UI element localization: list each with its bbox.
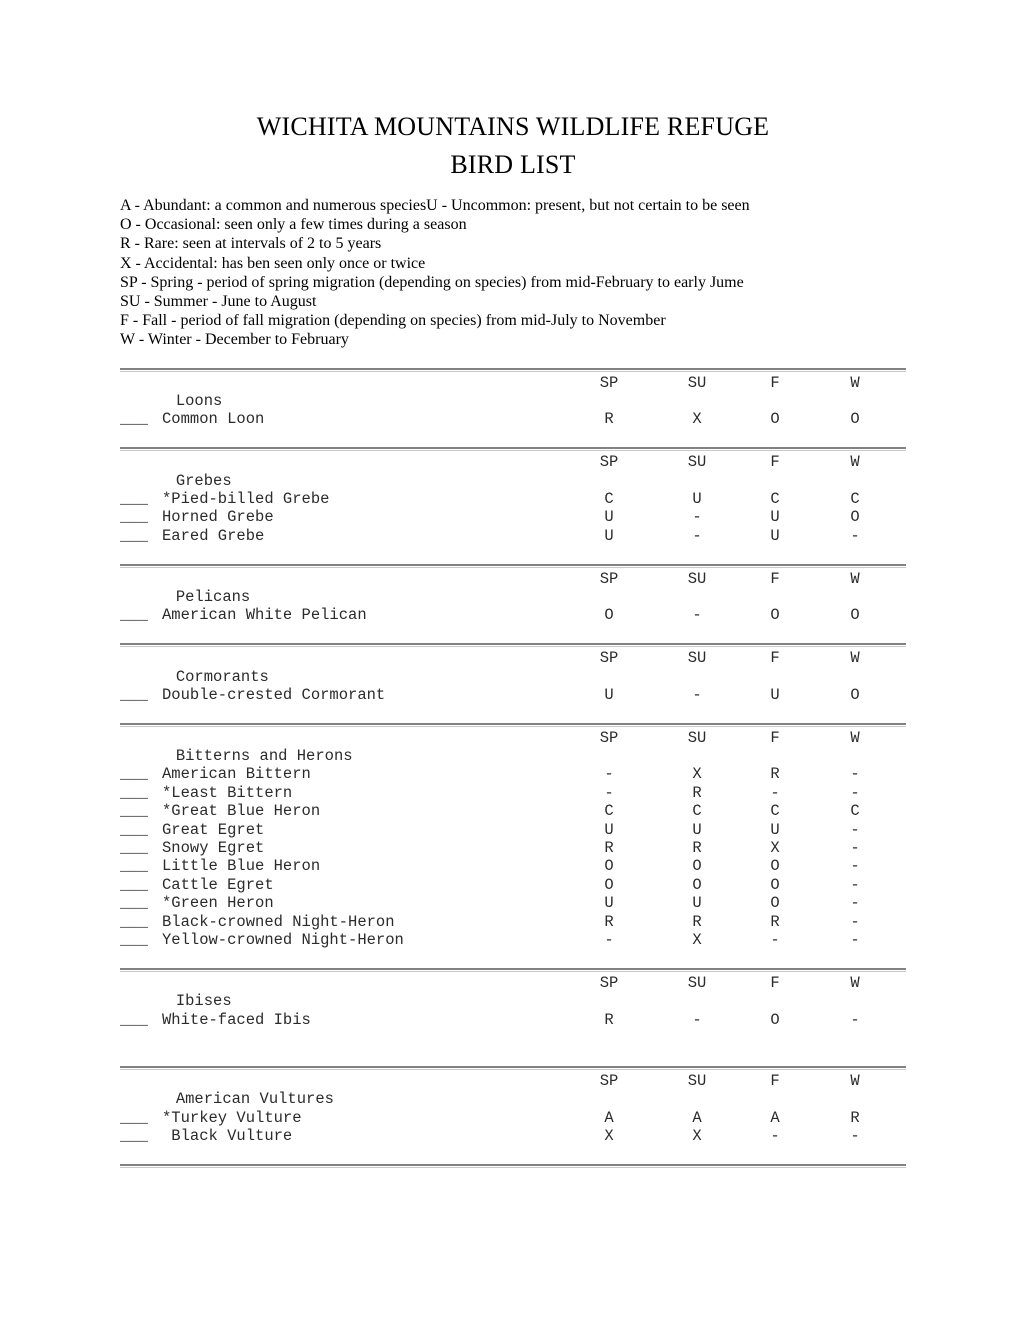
- species-name: Yellow-crowned Night-Heron: [162, 930, 404, 949]
- legend-line-spring: SP - Spring - period of spring migration (depending on species) from mid-February to early Jume: [120, 273, 744, 291]
- code-su: O: [692, 875, 702, 894]
- section-header-row: [120, 1071, 906, 1109]
- legend-line-occasional: O - Occasional: seen only a few times during a season: [120, 216, 467, 234]
- species-row: [120, 1109, 906, 1127]
- code-su: R: [692, 783, 702, 802]
- code-sp: U: [604, 894, 614, 913]
- species-row: [120, 913, 906, 931]
- checklist-blank: ___: [120, 912, 148, 931]
- code-f: U: [770, 685, 780, 704]
- species-row: [120, 527, 906, 545]
- checklist-blank: ___: [120, 685, 148, 704]
- code-f: U: [770, 820, 780, 839]
- code-w: -: [850, 526, 860, 545]
- column-header-su: SU: [687, 649, 707, 668]
- species-row: [120, 931, 906, 949]
- section-title: American Vultures: [175, 1090, 334, 1109]
- section-title: Cormorants: [175, 667, 269, 686]
- code-su: -: [692, 526, 702, 545]
- code-w: -: [850, 857, 860, 876]
- column-header-su: SU: [687, 973, 707, 992]
- checklist-blank: ___: [120, 875, 148, 894]
- section-title: Loons: [175, 392, 223, 411]
- code-w: O: [850, 606, 860, 625]
- species-name: Cattle Egret: [162, 875, 274, 894]
- code-sp: -: [604, 783, 614, 802]
- species-rows: [120, 686, 906, 704]
- checklist-blank: ___: [120, 783, 148, 802]
- checklist-blank: ___: [120, 765, 148, 784]
- column-header-sp: SP: [599, 453, 619, 472]
- section-divider: [120, 564, 906, 568]
- species-name: Double-crested Cormorant: [162, 685, 386, 704]
- column-header-sp: SP: [599, 973, 619, 992]
- species-name: Black-crowned Night-Heron: [162, 912, 395, 931]
- code-w: -: [850, 930, 860, 949]
- section-divider: [120, 1066, 906, 1070]
- species-rows: [120, 1109, 906, 1146]
- code-sp: C: [604, 489, 614, 508]
- column-header-f: F: [770, 569, 780, 588]
- species-row: [120, 765, 906, 783]
- code-w: -: [850, 820, 860, 839]
- legend-line-abundant: A - Abundant: a common and numerous speciesU - Uncommon: present, but not certain to be seen: [120, 197, 750, 214]
- bird-section: [120, 968, 906, 1066]
- code-su: C: [692, 802, 702, 821]
- page-title-line2: BIRD LIST: [450, 150, 576, 179]
- code-w: -: [850, 894, 860, 913]
- species-name: American White Pelican: [162, 606, 367, 625]
- checklist-blank: ___: [120, 802, 148, 821]
- species-row: [120, 508, 906, 526]
- code-sp: O: [604, 857, 614, 876]
- code-sp: -: [604, 765, 614, 784]
- column-header-f: F: [770, 373, 780, 392]
- checklist-blank: ___: [120, 820, 148, 839]
- code-f: C: [770, 489, 780, 508]
- bird-section: [120, 1066, 906, 1164]
- code-f: O: [770, 1010, 780, 1029]
- code-su: X: [692, 930, 702, 949]
- spacer-row: [120, 992, 906, 1010]
- code-sp: R: [604, 912, 614, 931]
- section-title: Ibises: [175, 992, 232, 1011]
- species-name: *Least Bittern: [162, 783, 293, 802]
- column-header-f: F: [770, 453, 780, 472]
- column-header-su: SU: [687, 728, 707, 747]
- code-f: C: [770, 802, 780, 821]
- code-w: C: [850, 489, 860, 508]
- checklist-blank: ___: [120, 489, 148, 508]
- code-f: A: [770, 1108, 780, 1127]
- species-rows: [120, 606, 906, 624]
- code-sp: U: [604, 526, 614, 545]
- legend-line-rare: R - Rare: seen at intervals of 2 to 5 years: [120, 235, 382, 253]
- code-su: -: [692, 1010, 702, 1029]
- species-rows: [120, 1011, 906, 1029]
- column-header-sp: SP: [599, 373, 619, 392]
- code-w: O: [850, 685, 860, 704]
- section-header-row: [120, 373, 906, 411]
- column-header-su: SU: [687, 1071, 707, 1090]
- checklist-blank: ___: [120, 508, 148, 527]
- checklist-blank: ___: [120, 526, 148, 545]
- spacer-row: [120, 545, 906, 563]
- code-su: R: [692, 912, 702, 931]
- section-header-row: [120, 453, 906, 490]
- species-row: [120, 1127, 906, 1145]
- code-su: A: [692, 1108, 702, 1127]
- species-rows: [120, 490, 906, 545]
- section-divider: [120, 723, 906, 727]
- code-w: -: [850, 1010, 860, 1029]
- code-sp: -: [604, 930, 614, 949]
- column-header-su: SU: [687, 373, 707, 392]
- column-header-su: SU: [687, 453, 707, 472]
- checklist-blank: ___: [120, 894, 148, 913]
- column-header-w: W: [850, 1071, 860, 1090]
- section-title: Bitterns and Herons: [175, 747, 353, 766]
- column-header-f: F: [770, 649, 780, 668]
- bird-section: [120, 447, 906, 563]
- species-name: Little Blue Heron: [162, 857, 321, 876]
- code-sp: U: [604, 685, 614, 704]
- code-su: O: [692, 857, 702, 876]
- section-divider: [120, 447, 906, 451]
- checklist-blank: ___: [120, 857, 148, 876]
- section-divider: [120, 968, 906, 972]
- code-su: X: [692, 1127, 702, 1146]
- bird-section: [120, 723, 906, 968]
- species-name: Eared Grebe: [162, 526, 265, 545]
- code-f: O: [770, 875, 780, 894]
- code-su: -: [692, 508, 702, 527]
- code-f: R: [770, 912, 780, 931]
- species-name: Common Loon: [162, 410, 265, 429]
- legend-line-summer: SU - Summer - June to August: [120, 293, 317, 311]
- code-su: -: [692, 606, 702, 625]
- section-title: Grebes: [175, 471, 232, 490]
- code-su: U: [692, 820, 702, 839]
- bird-section: [120, 368, 906, 448]
- section-title: Pelicans: [175, 587, 251, 606]
- code-sp: O: [604, 606, 614, 625]
- species-rows: [120, 410, 906, 428]
- code-w: -: [850, 765, 860, 784]
- column-header-w: W: [850, 728, 860, 747]
- code-f: -: [770, 783, 780, 802]
- code-f: O: [770, 894, 780, 913]
- spacer-row: [120, 392, 906, 410]
- species-name: Horned Grebe: [162, 508, 274, 527]
- code-su: X: [692, 410, 702, 429]
- column-header-w: W: [850, 973, 860, 992]
- code-sp: R: [604, 410, 614, 429]
- checklist-blank: ___: [120, 839, 148, 857]
- bird-section: [120, 643, 906, 723]
- code-w: -: [850, 839, 860, 857]
- code-f: U: [770, 508, 780, 527]
- section-header-row: [120, 569, 906, 606]
- code-su: U: [692, 489, 702, 508]
- bird-section: [120, 564, 906, 644]
- spacer-row: [120, 625, 906, 643]
- section-header-row: [120, 649, 906, 686]
- code-w: O: [850, 410, 860, 429]
- species-row: [120, 821, 906, 839]
- code-sp: R: [604, 839, 614, 857]
- code-f: X: [770, 839, 780, 857]
- code-su: -: [692, 685, 702, 704]
- species-row: [120, 839, 906, 857]
- code-sp: R: [604, 1010, 614, 1029]
- column-header-w: W: [850, 453, 860, 472]
- species-name: *Pied-billed Grebe: [162, 489, 330, 508]
- code-su: R: [692, 839, 702, 857]
- code-f: U: [770, 526, 780, 545]
- column-header-sp: SP: [599, 649, 619, 668]
- column-header-w: W: [850, 373, 860, 392]
- code-su: U: [692, 894, 702, 913]
- species-row: [120, 802, 906, 820]
- code-sp: A: [604, 1108, 614, 1127]
- species-row: [120, 876, 906, 894]
- checklist-blank: ___: [120, 410, 148, 429]
- code-sp: C: [604, 802, 614, 821]
- spacer-row: [120, 472, 906, 490]
- checklist-blank: ___: [120, 606, 148, 625]
- column-header-f: F: [770, 1071, 780, 1090]
- species-row: [120, 1011, 906, 1029]
- species-name: Snowy Egret: [162, 839, 265, 857]
- species-row: [120, 410, 906, 428]
- code-f: O: [770, 606, 780, 625]
- checklist-blank: ___: [120, 930, 148, 949]
- section-header-row: [120, 973, 906, 1011]
- species-row: [120, 490, 906, 508]
- code-sp: O: [604, 875, 614, 894]
- section-divider: [120, 643, 906, 647]
- code-f: O: [770, 857, 780, 876]
- column-header-f: F: [770, 728, 780, 747]
- code-f: -: [770, 930, 780, 949]
- species-row: [120, 894, 906, 912]
- code-w: -: [850, 875, 860, 894]
- spacer-row: [120, 1145, 906, 1163]
- species-name: *Turkey Vulture: [162, 1108, 302, 1127]
- bird-table: [120, 368, 906, 1164]
- legend-line-fall: F - Fall - period of fall migration (depending on species) from mid-July to November: [120, 312, 666, 330]
- spacer-row: [120, 704, 906, 722]
- legend-line-accidental: X - Accidental: has ben seen only once or twice: [120, 254, 426, 272]
- code-su: X: [692, 765, 702, 784]
- species-name: White-faced Ibis: [162, 1010, 311, 1029]
- column-header-w: W: [850, 649, 860, 668]
- species-row: [120, 686, 906, 704]
- species-row: [120, 606, 906, 624]
- code-w: -: [850, 1127, 860, 1146]
- code-w: R: [850, 1108, 860, 1127]
- species-name: Great Egret: [162, 820, 265, 839]
- species-name: American Bittern: [162, 765, 311, 784]
- code-w: C: [850, 802, 860, 821]
- checklist-blank: ___: [120, 1127, 148, 1146]
- species-name: *Great Blue Heron: [162, 802, 321, 821]
- page-title-line1: WICHITA MOUNTAINS WILDLIFE REFUGE: [256, 112, 770, 141]
- code-sp: U: [604, 820, 614, 839]
- column-header-f: F: [770, 973, 780, 992]
- column-header-sp: SP: [599, 569, 619, 588]
- spacer-row: [120, 429, 906, 447]
- checklist-blank: ___: [120, 1108, 148, 1127]
- table-bottom-divider: [120, 1164, 906, 1168]
- legend-line-winter: W - Winter - December to February: [120, 331, 349, 349]
- column-header-sp: SP: [599, 728, 619, 747]
- spacer-row: [120, 1029, 906, 1066]
- code-f: -: [770, 1127, 780, 1146]
- column-header-su: SU: [687, 569, 707, 588]
- code-sp: U: [604, 508, 614, 527]
- code-w: O: [850, 508, 860, 527]
- spacer-row: [120, 949, 906, 967]
- page-title: [120, 108, 906, 184]
- checklist-blank: ___: [120, 1010, 148, 1029]
- species-name: Black Vulture: [162, 1127, 293, 1146]
- section-header-row: [120, 728, 906, 766]
- species-row: [120, 784, 906, 802]
- legend: [120, 196, 906, 350]
- species-rows: [120, 765, 906, 949]
- section-divider: [120, 368, 906, 372]
- code-f: R: [770, 765, 780, 784]
- code-w: -: [850, 912, 860, 931]
- column-header-sp: SP: [599, 1071, 619, 1090]
- species-row: [120, 857, 906, 875]
- column-header-w: W: [850, 569, 860, 588]
- code-w: -: [850, 783, 860, 802]
- species-name: *Green Heron: [162, 894, 274, 913]
- code-f: O: [770, 410, 780, 429]
- code-sp: X: [604, 1127, 614, 1146]
